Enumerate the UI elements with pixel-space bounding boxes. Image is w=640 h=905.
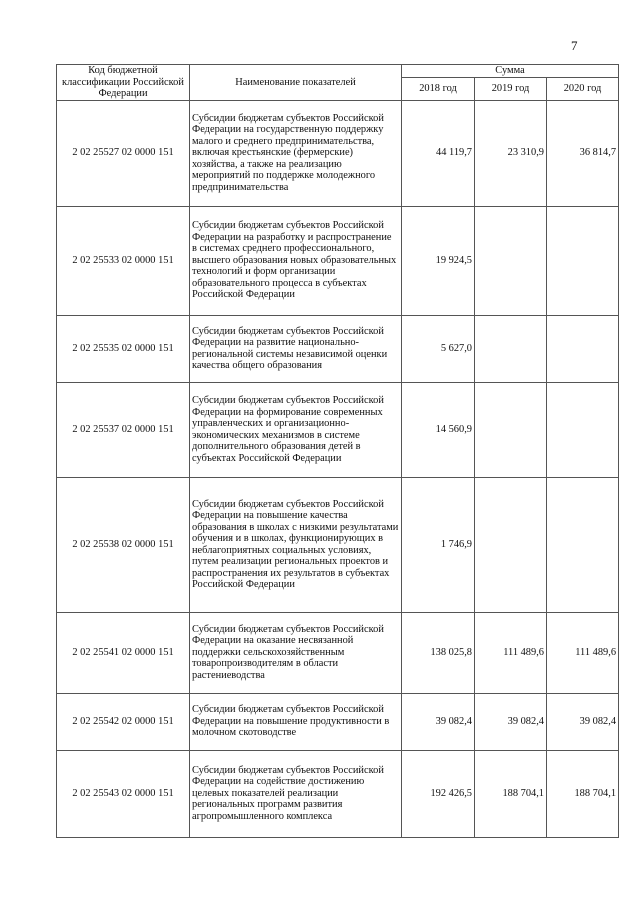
indicator-name-cell: Субсидии бюджетам субъектов Российской Федерации на формирование современных управленческих и организационно-экономических механизмов в системе дополнительного образования детей в субъектах Российской Федерации	[190, 382, 402, 477]
budget-code-cell: 2 02 25527 02 0000 151	[57, 100, 190, 206]
header-code: Код бюджетной классификации Российской Федерации	[57, 65, 190, 101]
sum-2020-cell: 188 704,1	[547, 750, 619, 837]
sum-2018-cell: 19 924,5	[402, 206, 475, 315]
sum-2019-cell	[475, 382, 547, 477]
indicator-name-cell: Субсидии бюджетам субъектов Российской Федерации на разработку и распространение в системах среднего профессионального, высшего образования новых образовательных технологий и форм организации образовательного процесса в субъектах Российской Федерации	[190, 206, 402, 315]
table-row	[57, 612, 619, 693]
sum-2018-cell: 138 025,8	[402, 612, 475, 693]
sum-2020-cell: 36 814,7	[547, 100, 619, 206]
sum-2020-cell: 111 489,6	[547, 612, 619, 693]
sum-2020-cell	[547, 477, 619, 612]
header-year-2018: 2018 год	[402, 77, 475, 100]
sum-2019-cell: 111 489,6	[475, 612, 547, 693]
sum-2018-cell: 44 119,7	[402, 100, 475, 206]
budget-code-cell: 2 02 25543 02 0000 151	[57, 750, 190, 837]
indicator-name-cell: Субсидии бюджетам субъектов Российской Федерации на содействие достижению целевых показателей реализации региональных программ развития агропромышленного комплекса	[190, 750, 402, 837]
sum-2020-cell	[547, 382, 619, 477]
budget-code-cell: 2 02 25538 02 0000 151	[57, 477, 190, 612]
table-row	[57, 750, 619, 837]
table-row	[57, 315, 619, 382]
indicator-name-cell: Субсидии бюджетам субъектов Российской Федерации на оказание несвязанной поддержки сельскохозяйственным товаропроизводителям в области растениеводства	[190, 612, 402, 693]
sum-2018-cell: 192 426,5	[402, 750, 475, 837]
page-number: 7	[571, 38, 578, 53]
budget-code-cell: 2 02 25535 02 0000 151	[57, 315, 190, 382]
sum-2020-cell	[547, 206, 619, 315]
sum-2018-cell: 39 082,4	[402, 693, 475, 750]
header-sum: Сумма	[402, 65, 619, 78]
indicator-name-cell: Субсидии бюджетам субъектов Российской Федерации на повышение продуктивности в молочном скотоводстве	[190, 693, 402, 750]
budget-code-cell: 2 02 25533 02 0000 151	[57, 206, 190, 315]
table-row	[57, 206, 619, 315]
indicator-name-cell: Субсидии бюджетам субъектов Российской Федерации на развитие национально-региональной системы независимой оценки качества общего образования	[190, 315, 402, 382]
table-row	[57, 477, 619, 612]
sum-2019-cell	[475, 315, 547, 382]
table-row	[57, 100, 619, 206]
sum-2019-cell: 188 704,1	[475, 750, 547, 837]
table-row	[57, 382, 619, 477]
budget-table	[56, 64, 619, 838]
indicator-name-cell: Субсидии бюджетам субъектов Российской Федерации на повышение качества образования в школах с низкими результатами обучения и в школах, функционирующих в неблагоприятных социальных условиях, путем реализации региональных проектов и распространения их результатов в субъектах Российской Федерации	[190, 477, 402, 612]
sum-2019-cell	[475, 206, 547, 315]
table-row	[57, 693, 619, 750]
sum-2020-cell	[547, 315, 619, 382]
budget-code-cell: 2 02 25541 02 0000 151	[57, 612, 190, 693]
sum-2020-cell: 39 082,4	[547, 693, 619, 750]
header-name: Наименование показателей	[190, 65, 402, 101]
sum-2018-cell: 5 627,0	[402, 315, 475, 382]
indicator-name-cell: Субсидии бюджетам субъектов Российской Федерации на государственную поддержку малого и среднего предпринимательства, включая крестьянские (фермерские) хозяйства, а также на реализацию мероприятий по поддержке молодежного предпринимательства	[190, 100, 402, 206]
sum-2019-cell: 39 082,4	[475, 693, 547, 750]
sum-2019-cell: 23 310,9	[475, 100, 547, 206]
sum-2018-cell: 14 560,9	[402, 382, 475, 477]
header-year-2019: 2019 год	[475, 77, 547, 100]
budget-code-cell: 2 02 25537 02 0000 151	[57, 382, 190, 477]
sum-2018-cell: 1 746,9	[402, 477, 475, 612]
budget-code-cell: 2 02 25542 02 0000 151	[57, 693, 190, 750]
sum-2019-cell	[475, 477, 547, 612]
header-year-2020: 2020 год	[547, 77, 619, 100]
